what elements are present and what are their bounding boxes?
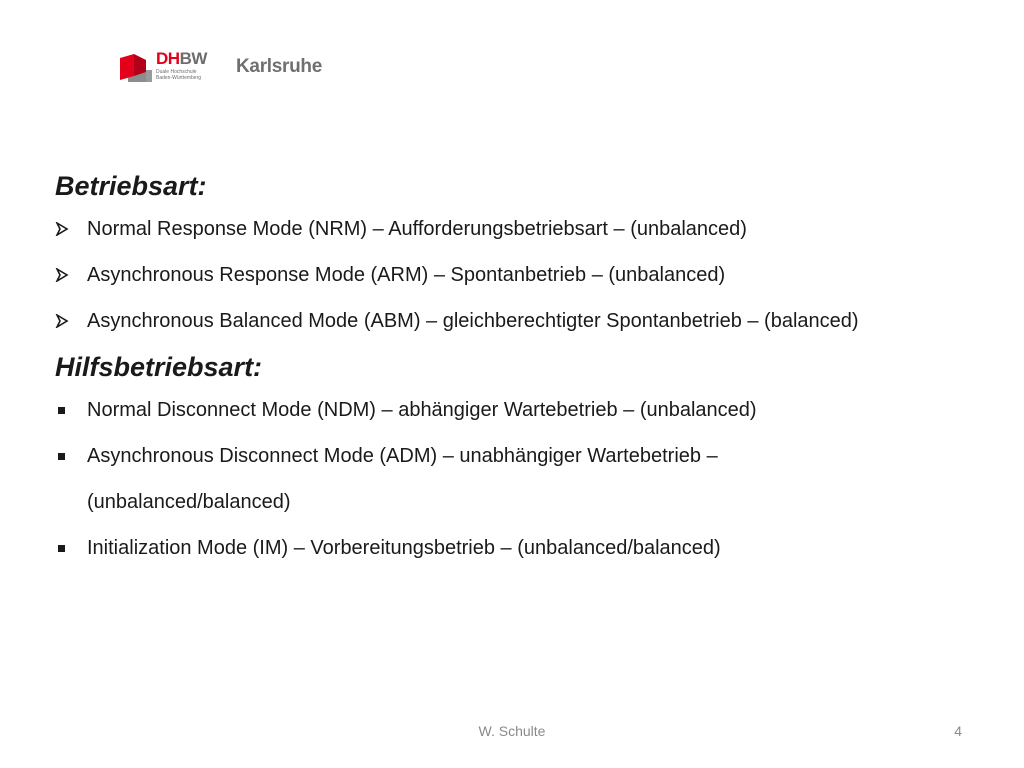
list-item-text: Normal Response Mode (NRM) – Aufforderungsbetriebsart – (unbalanced)	[87, 218, 747, 240]
square-bullet-icon	[55, 525, 75, 571]
section-heading-hilfsbetriebsart: Hilfsbetriebsart:	[55, 352, 263, 382]
list-item	[55, 433, 895, 525]
logo-subtitle	[156, 69, 216, 81]
arrow-bullet-icon	[55, 298, 75, 344]
page-number: 4	[954, 723, 962, 739]
list-item	[55, 387, 895, 433]
list-item	[55, 252, 895, 298]
slide-content	[55, 166, 895, 574]
logo-wordmark	[156, 50, 207, 68]
list-item-text: Asynchronous Response Mode (ARM) – Spontanbetrieb – (unbalanced)	[87, 264, 726, 286]
dhbw-logo	[118, 48, 338, 92]
logo-subtitle-line1: Duale Hochschule	[156, 69, 197, 75]
logo-wordmark-dh: DH	[156, 49, 180, 68]
list-item	[55, 206, 895, 252]
hilfsbetriebsart-list	[55, 387, 895, 571]
list-item	[55, 298, 895, 344]
logo-wordmark-bw: BW	[179, 49, 207, 68]
section-heading-betriebsart: Betriebsart:	[55, 171, 207, 201]
list-item-text: Asynchronous Balanced Mode (ABM) – gleichberechtigter Spontanbetrieb – (balanced)	[87, 310, 859, 332]
dhbw-logo-mark-icon	[118, 52, 154, 86]
list-item-text: Initialization Mode (IM) – Vorbereitungsbetrieb – (unbalanced/balanced)	[87, 537, 721, 559]
square-bullet-icon	[55, 433, 75, 479]
square-bullet-icon	[55, 387, 75, 433]
arrow-bullet-icon	[55, 206, 75, 252]
list-item	[55, 525, 895, 571]
footer-author: W. Schulte	[478, 723, 546, 739]
logo-subtitle-line2: Baden-Württemberg	[156, 75, 202, 81]
list-item-text: Normal Disconnect Mode (NDM) – abhängiger Wartebetrieb – (unbalanced)	[87, 399, 757, 421]
list-item-text: Asynchronous Disconnect Mode (ADM) – unabhängiger Wartebetrieb – (unbalanced/balanced)	[87, 445, 718, 513]
logo-city: Karlsruhe	[236, 56, 323, 77]
betriebsart-list	[55, 206, 895, 344]
arrow-bullet-icon	[55, 252, 75, 298]
